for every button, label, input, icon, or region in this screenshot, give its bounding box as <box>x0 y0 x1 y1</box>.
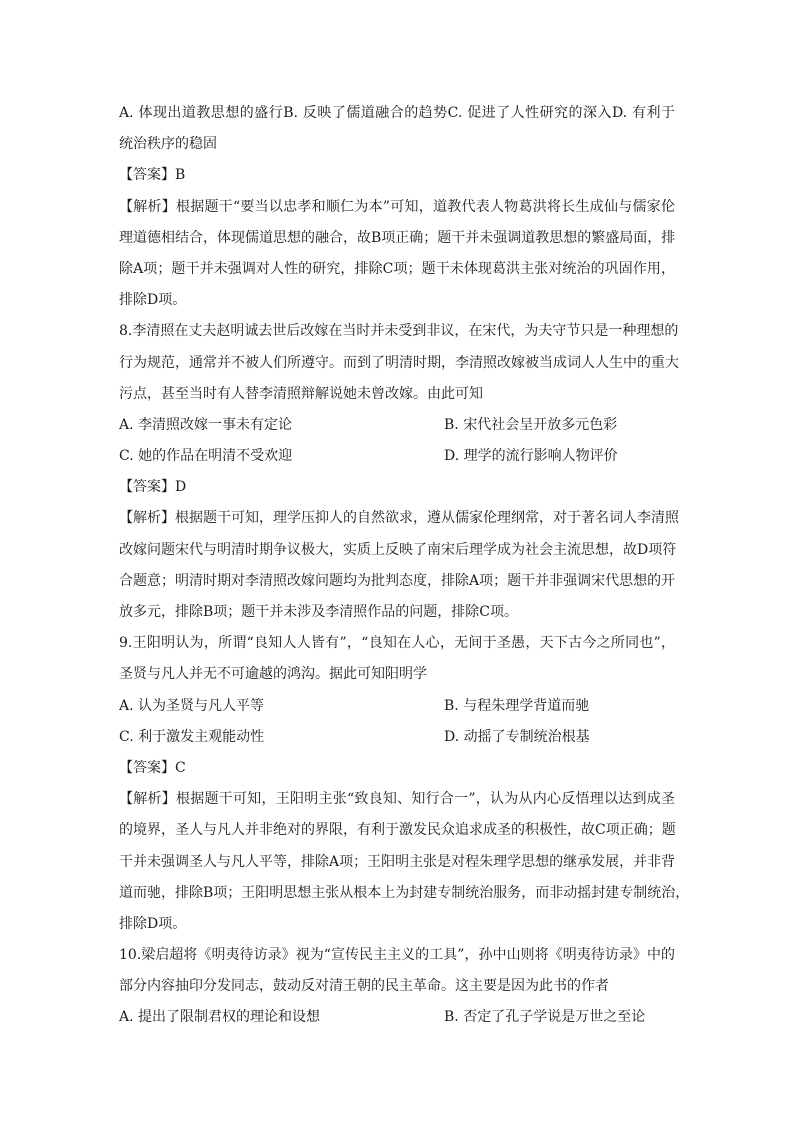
q8-analysis-line: 改嫁问题宋代与明清时期争议极大，实质上反映了南宋后理学成为社会主流思想，故D项符 <box>119 541 677 558</box>
question-10 <box>119 940 675 1034</box>
q9-option-d: D. 动摇了专制统治根基 <box>444 728 590 745</box>
q8-option-a: A. 李清照改嫁一事未有定论 <box>119 416 293 433</box>
q7-options-line-2: 统治秩序的稳固 <box>119 136 217 153</box>
q8-option-d: D. 理学的流行影响人物评价 <box>444 448 618 465</box>
q8-option-b: B. 宋代社会呈开放多元色彩 <box>444 416 618 433</box>
question-7 <box>119 98 675 316</box>
q10-option-b: B. 否定了孔子学说是万世之至论 <box>444 1009 646 1026</box>
q9-answer: 【答案】C <box>119 759 186 776</box>
q9-analysis-line: 的境界，圣人与凡人并非绝对的界限，有利于激发民众追求成圣的积极性，故C项正确；题 <box>119 822 676 839</box>
q10-stem-line: 10.梁启超将《明夷待访录》视为“宣传民主主义的工具”，孙中山则将《明夷待访录》中的 <box>119 947 675 964</box>
q9-analysis-line: 干并未强调圣人与凡人平等，排除A项；王阳明主张是对程朱理学思想的继承发展，并非背 <box>119 853 676 870</box>
q10-option-a: A. 提出了限制君权的理论和设想 <box>119 1009 321 1026</box>
q8-analysis-line: 合题意；明清时期对李清照改嫁问题均为批判态度，排除A项；题干并非强调宋代思想的开 <box>119 572 676 589</box>
q8-options-row <box>119 441 675 472</box>
q8-stem-line: 污点，甚至当时有人替李清照辩解说她未曾改嫁。由此可知 <box>119 385 483 402</box>
q8-option-c: C. 她的作品在明清不受欢迎 <box>119 448 293 465</box>
q9-analysis-line: 【解析】根据题干可知，王阳明主张“致良知、知行合一”，认为从内心反悟理以达到成圣 <box>119 791 675 808</box>
q9-options-row <box>119 691 675 722</box>
q7-analysis-line: 除A项；题干并未强调对人性的研究，排除C项；题干未体现葛洪主张对统治的巩固作用， <box>119 260 675 277</box>
q9-options-row <box>119 722 675 753</box>
q9-analysis-line: 道而驰，排除B项；王阳明思想主张从根本上为封建专制统治服务，而非动摇封建专制统治， <box>119 884 690 901</box>
q7-options-line: A. 体现出道教思想的盛行B. 反映了儒道融合的趋势C. 促进了人性研究的深入D. 有利于 <box>119 105 675 121</box>
question-8 <box>119 316 679 628</box>
q9-stem-line: 9.王阳明认为，所谓“良知人人皆有”，“良知在人心，无间于圣愚，天下古今之所同也”， <box>119 635 675 652</box>
q7-analysis-line: 理道德相结合，体现儒道思想的融合，故B项正确；题干并未强调道教思想的繁盛局面，排 <box>119 229 676 246</box>
q8-stem-line: 行为规范，通常并不被人们所遵守。而到了明清时期，李清照改嫁被当成词人人生中的重大 <box>119 354 679 371</box>
q8-stem-line: 8.李清照在丈夫赵明诚去世后改嫁在当时并未受到非议，在宋代，为夫守节只是一种理想的 <box>119 323 679 340</box>
q9-option-c: C. 利于激发主观能动性 <box>119 728 265 745</box>
q10-stem-line: 部分内容抽印分发同志，鼓动反对清王朝的民主革命。这主要是因为此书的作者 <box>119 978 609 995</box>
document-page <box>119 98 690 1034</box>
q7-answer: 【答案】B <box>119 167 186 184</box>
q7-analysis-line: 排除D项。 <box>119 292 187 309</box>
q8-options-row <box>119 410 675 441</box>
q10-options-row <box>119 1002 675 1033</box>
q8-answer: 【答案】D <box>119 479 187 496</box>
q9-stem-line: 圣贤与凡人并无不可逾越的鸿沟。据此可知阳明学 <box>119 666 427 683</box>
q9-option-b: B. 与程朱理学背道而驰 <box>444 697 590 714</box>
q8-analysis-line: 【解析】根据题干可知，理学压抑人的自然欲求，遵从儒家伦理纲常，对于著名词人李清照 <box>119 510 679 527</box>
q9-analysis-line: 排除D项。 <box>119 915 187 932</box>
q7-analysis-line: 【解析】根据题干“要当以忠孝和顺仁为本”可知，道教代表人物葛洪将长生成仙与儒家伦 <box>119 198 675 215</box>
q8-analysis-line: 放多元，排除B项；题干并未涉及李清照作品的问题，排除C项。 <box>119 604 518 620</box>
q9-option-a: A. 认为圣贤与凡人平等 <box>119 697 265 714</box>
question-9 <box>119 628 690 940</box>
